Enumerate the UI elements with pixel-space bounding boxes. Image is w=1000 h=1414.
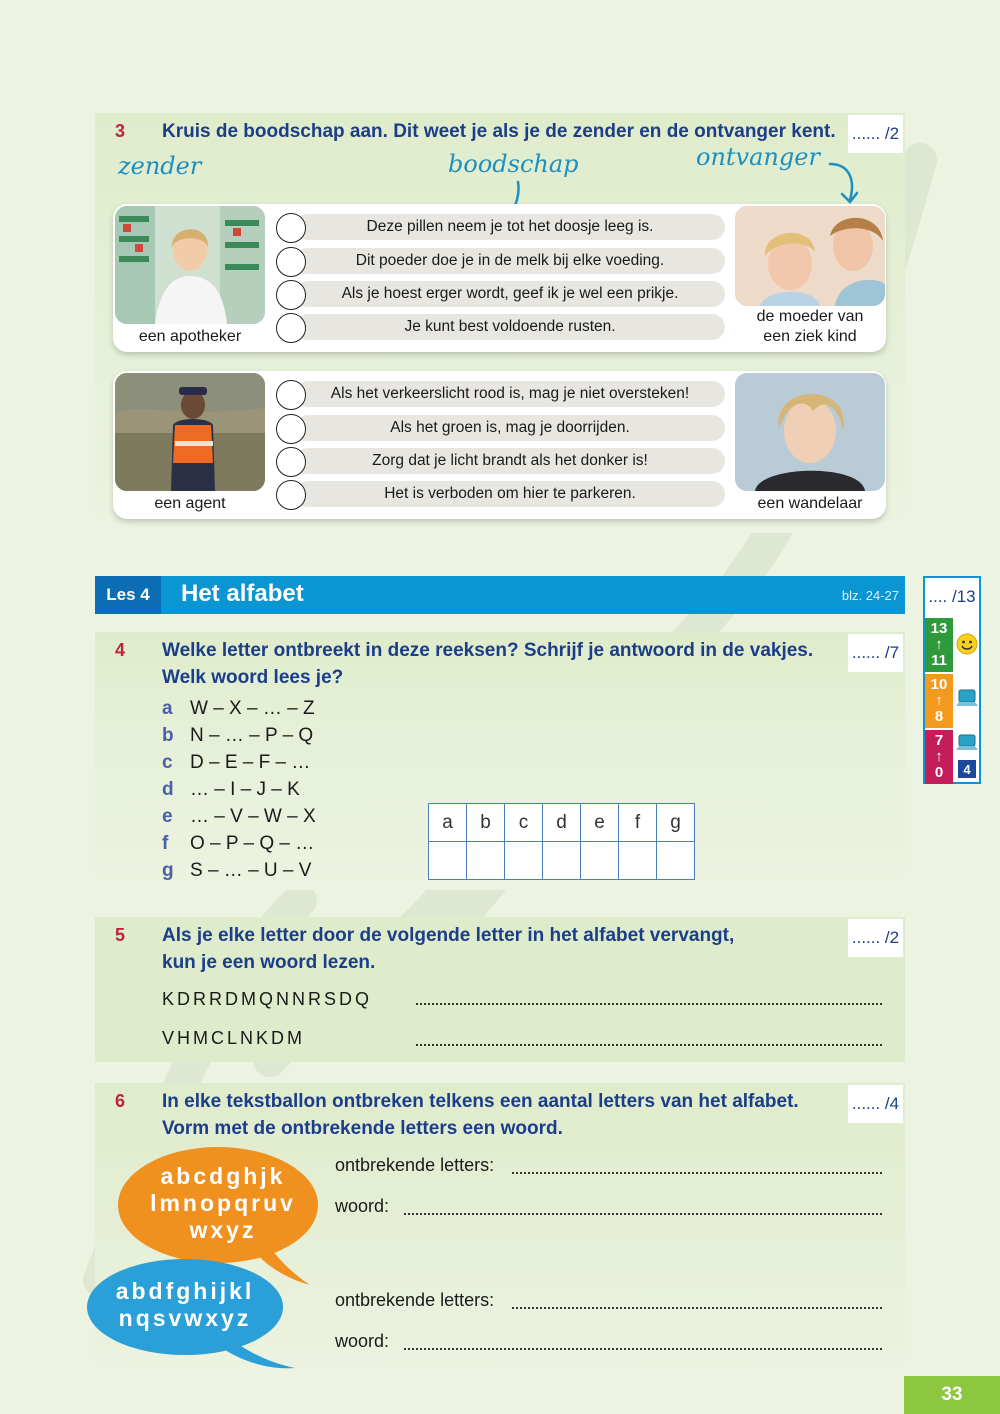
series-item [162,725,313,752]
item-series: … – V – W – X [190,806,316,827]
laptop-icon [955,732,979,754]
score-field[interactable]: ...... /4 [848,1085,903,1123]
series-item [162,833,314,860]
balloon-line: abdfghijkl [115,1278,255,1304]
balloon-line: nqsvwxyz [118,1305,252,1331]
message-option: Als het groen is, mag je doorrijden. [295,415,725,441]
exercise-number: 4 [115,640,126,660]
handwritten-label-ontvanger: ontvanger [696,143,820,171]
receiver-caption: de moeder van [756,308,864,325]
band-bottom: 11 [931,652,947,669]
receiver-caption: een ziek kind [763,328,857,345]
score-band-low: 7 ↑ 0 [925,730,953,784]
word-label: woord: [335,1196,390,1216]
missing-letters-label: ontbrekende letters: [335,1155,495,1175]
grid-header: c [505,804,543,842]
receiver-caption: een wandelaar [757,495,863,512]
message-option: Dit poeder doe je in de melk bij elke voeding. [295,248,725,274]
arrow-icon [826,158,862,208]
answer-line[interactable] [512,1307,882,1309]
checkbox-circle[interactable] [276,247,306,277]
exercise-question: kun je een woord lezen. [162,952,376,973]
item-letter: b [162,725,174,746]
item-letter: g [162,860,174,881]
word-label: woord: [335,1331,390,1351]
balloon-line: abcdghjk [160,1163,286,1189]
answer-cell[interactable] [657,842,695,880]
item-series: S – … – U – V [190,860,312,881]
exercise-number: 5 [115,925,126,945]
laptop-icon [955,686,979,712]
balloon-letters [92,1278,278,1332]
balloon-line: lmnopqruv [150,1190,296,1216]
sender-caption: een apotheker [138,328,242,345]
answer-cell[interactable] [619,842,657,880]
item-series: O – P – Q – … [190,833,315,854]
smiley-icon [955,632,979,656]
exercise-question: Als je elke letter door de volgende letter in het alfabet vervangt, [162,925,735,946]
band-bottom: 0 [934,764,944,781]
checkbox-circle[interactable] [276,380,306,410]
police-officer-photo [115,373,265,491]
answer-line[interactable] [512,1172,882,1174]
item-letter: f [162,833,169,854]
page-number: 33 [904,1376,1000,1414]
series-item [162,779,300,806]
lesson-pages: blz. 24-27 [841,588,899,603]
coded-word: KDRRDMQNNRSDQ [162,989,372,1009]
grid-header: e [581,804,619,842]
mother-child-photo [735,206,885,306]
handwritten-label-zender: zender [118,152,202,180]
answer-cell[interactable] [505,842,543,880]
message-option: Het is verboden om hier te parkeren. [295,481,725,507]
series-item [162,698,315,725]
handwritten-label-boodschap: boodschap [448,150,579,178]
answer-line[interactable] [404,1213,882,1215]
score-field[interactable]: ...... /2 [848,115,903,153]
exercise-number: 6 [115,1091,126,1111]
band-top: 10 [930,676,948,693]
message-option: Deze pillen neem je tot het doosje leeg is. [295,214,725,240]
grid-header: f [619,804,657,842]
balloon-letters [128,1163,318,1244]
exercise-question: Welk woord lees je? [162,667,344,688]
exercise-question: Welke letter ontbreekt in deze reeksen? Schrijf je antwoord in de vakjes. [162,640,814,661]
band-top: 7 [934,732,944,749]
item-series: D – E – F – … [190,752,311,773]
checkbox-circle[interactable] [276,447,306,477]
exercise-number: 3 [115,121,126,141]
item-letter: d [162,779,174,800]
exercise-question: Vorm met de ontbrekende letters een woord. [162,1118,563,1139]
checkbox-circle[interactable] [276,313,306,343]
sender-caption: een agent [154,495,226,512]
lesson-title: Het alfabet [181,580,304,607]
balloon-line: wxyz [189,1217,257,1243]
message-option: Als het verkeerslicht rood is, mag je niet oversteken! [295,381,725,407]
lesson-score-panel [923,576,981,784]
item-series: … – I – J – K [190,779,300,800]
grid-header: b [467,804,505,842]
checkbox-circle[interactable] [276,213,306,243]
answer-cell[interactable] [581,842,619,880]
item-letter: c [162,752,173,773]
level-badge: 4 [958,760,976,778]
series-item [162,806,316,833]
pharmacist-photo [115,206,265,324]
score-band-high: 13 ↑ 11 [925,618,953,672]
answer-cell[interactable] [429,842,467,880]
answer-line[interactable] [416,1003,882,1005]
grid-header: a [429,804,467,842]
exercise-question: In elke tekstballon ontbreken telkens een aantal letters van het alfabet. [162,1091,799,1112]
exercise-question: Kruis de boodschap aan. Dit weet je als je de zender en de ontvanger kent. [162,121,836,142]
message-option: Als je hoest erger wordt, geef ik je wel een prikje. [295,281,725,307]
score-field[interactable]: ...... /2 [848,919,903,957]
checkbox-circle[interactable] [276,280,306,310]
item-letter: e [162,806,173,827]
checkbox-circle[interactable] [276,414,306,444]
message-option: Zorg dat je licht brandt als het donker is! [295,448,725,474]
band-top: 13 [930,620,948,637]
series-item [162,752,310,779]
grid-header: g [657,804,695,842]
lesson-header [95,576,905,614]
item-series: W – X – … – Z [190,698,315,719]
lesson-tag: Les 4 [95,576,161,614]
answer-cell[interactable] [467,842,505,880]
answer-cell[interactable] [543,842,581,880]
checkbox-circle[interactable] [276,480,306,510]
band-bottom: 8 [934,708,944,725]
missing-letters-label: ontbrekende letters: [335,1290,495,1310]
answer-line[interactable] [404,1348,882,1350]
message-option: Je kunt best voldoende rusten. [295,314,725,340]
series-item [162,860,311,887]
coded-word: VHMCLNKDM [162,1028,306,1048]
lesson-total-score[interactable]: .... /13 [928,587,976,606]
score-field[interactable]: ...... /7 [848,634,903,672]
item-letter: a [162,698,173,719]
grid-header: d [543,804,581,842]
item-series: N – … – P – Q [190,725,314,746]
answer-line[interactable] [416,1044,882,1046]
walker-photo [735,373,885,491]
score-band-mid: 10 ↑ 8 [925,674,953,728]
answer-grid [428,803,695,880]
